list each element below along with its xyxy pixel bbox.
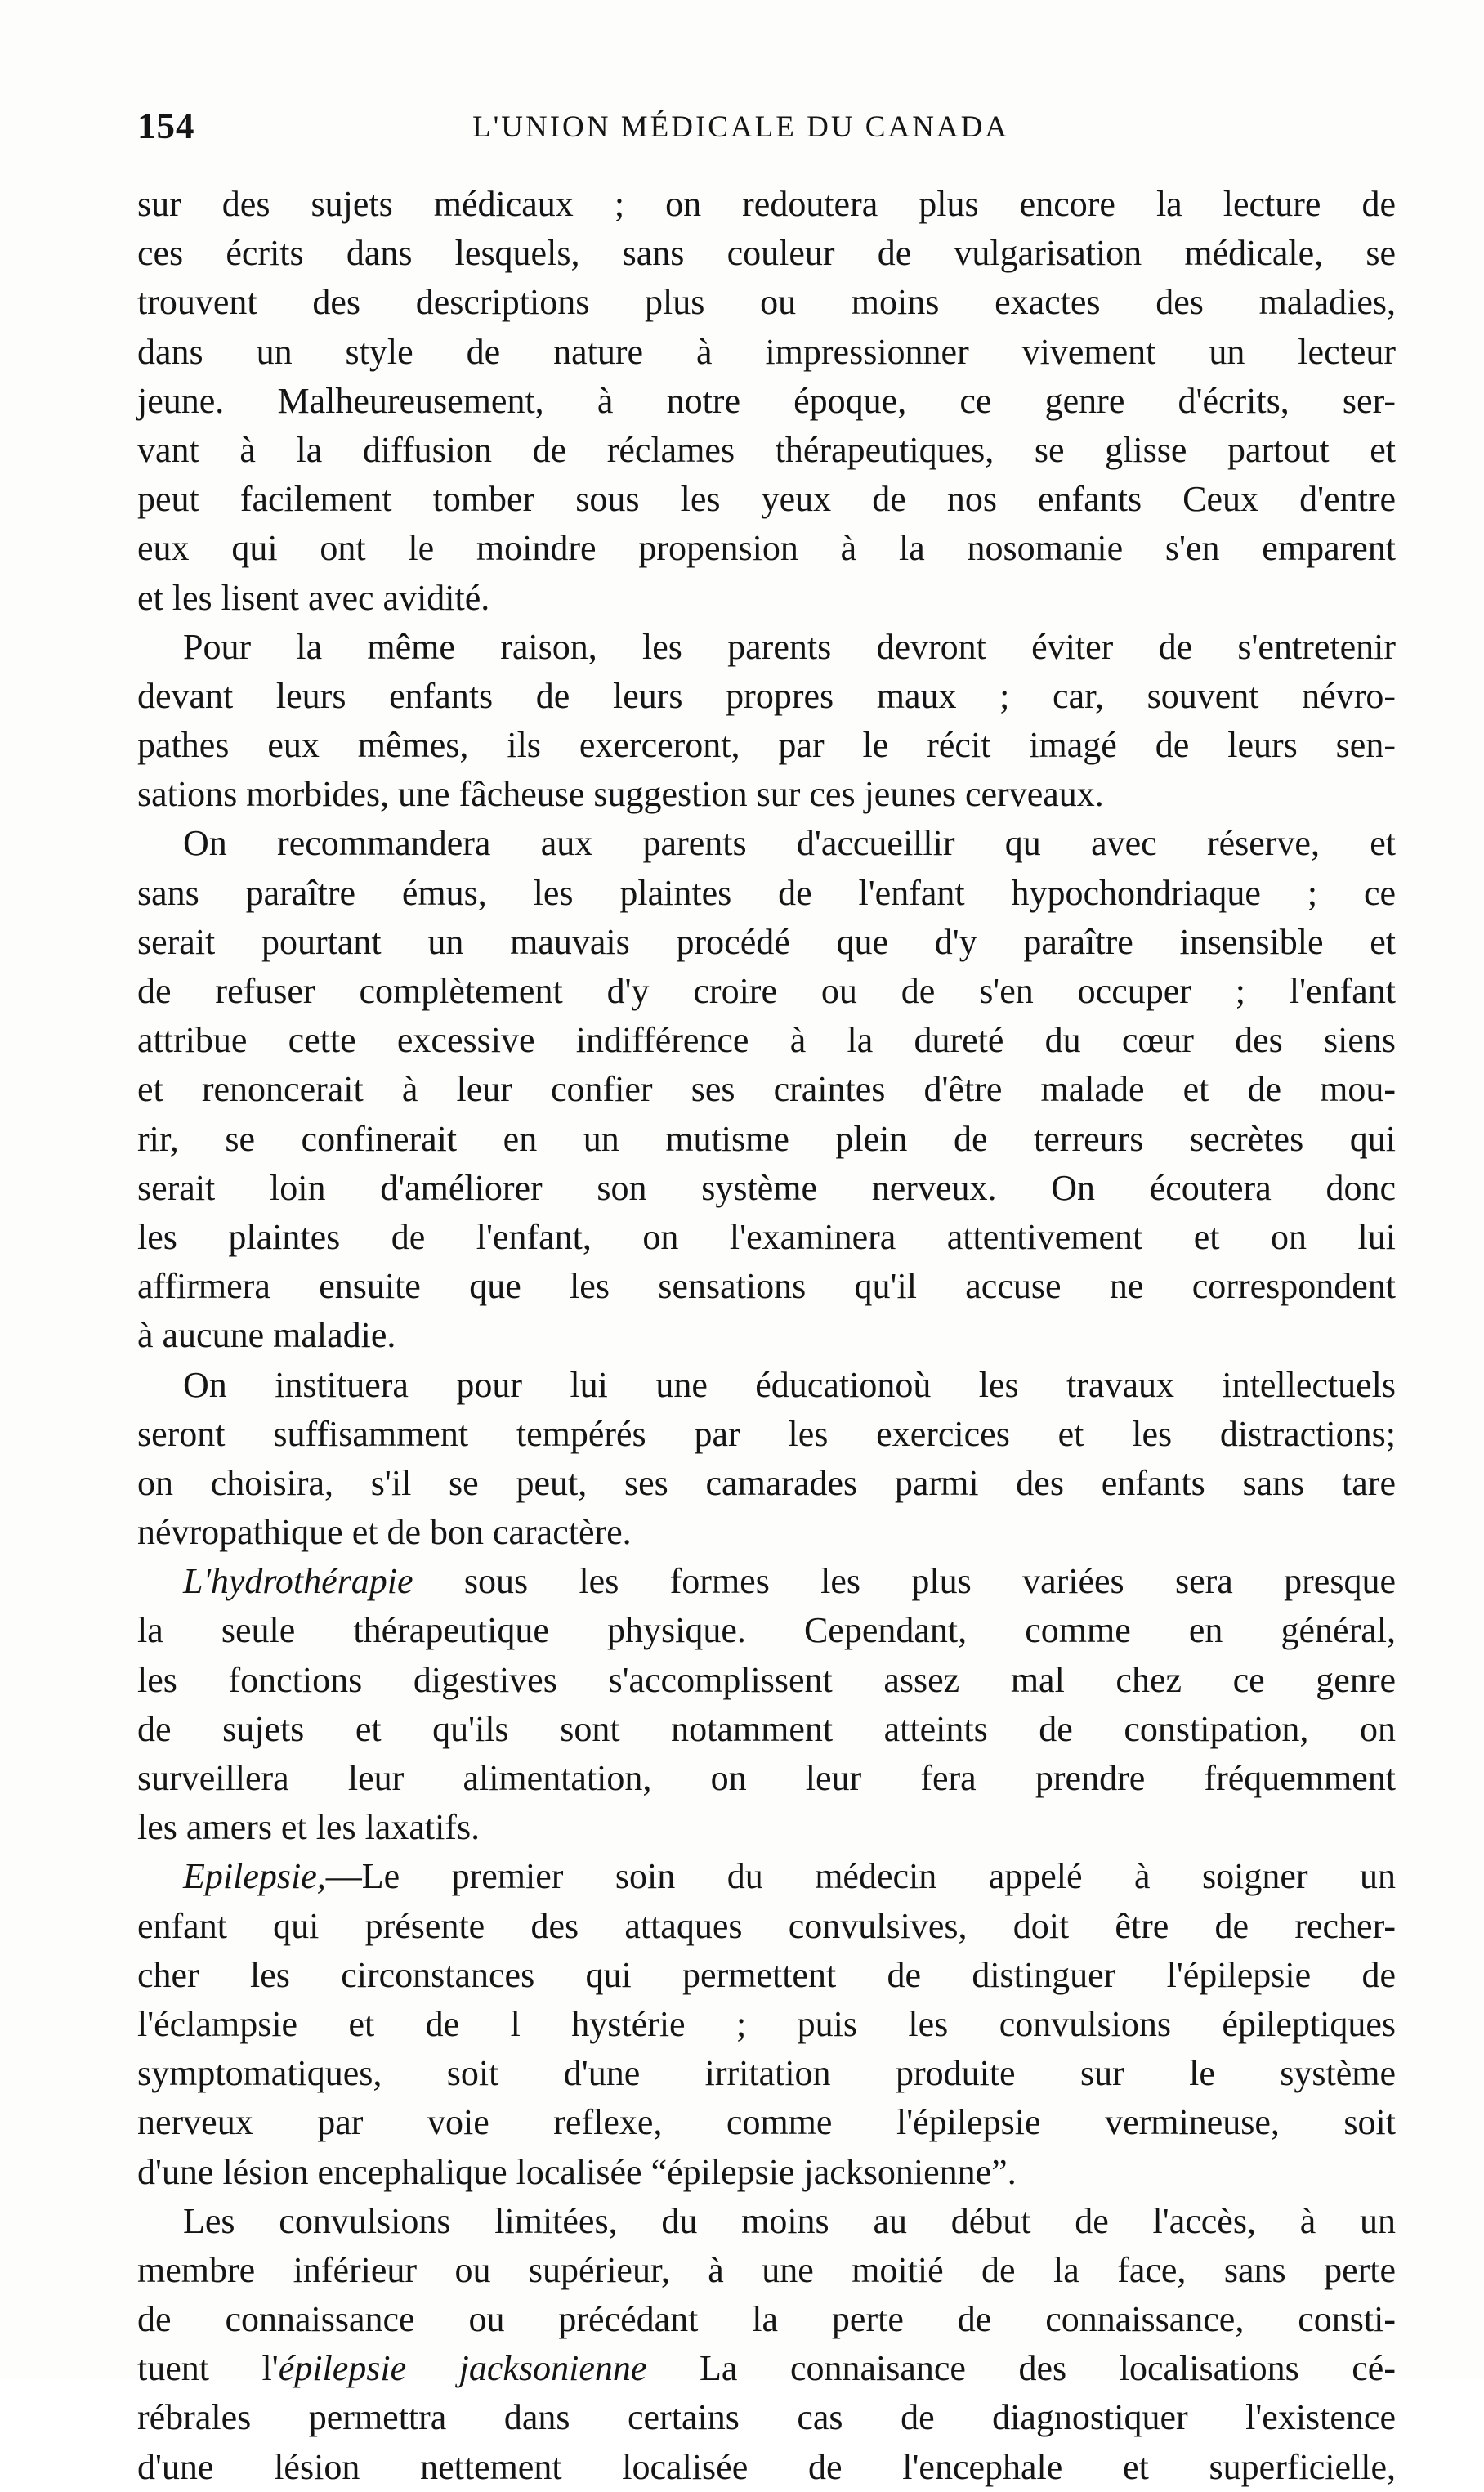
text-line: sations morbides, une fâcheuse suggestion sur ces jeunes cerveaux. [137,774,1104,815]
text-line: tuent l'épilepsie jacksonienne La connaisance des localisations cé- [137,2348,1396,2389]
text-line: cher les circonstances qui permettent de distinguer l'épilepsie de [137,1954,1396,1995]
text-line: trouvent des descriptions plus ou moins exactes des maladies, [137,282,1396,323]
running-head [137,105,1396,154]
text-line: de refuser complètement d'y croire ou de s'en occuper ; l'enfant [137,971,1396,1011]
text-line: et les lisent avec avidité. [137,577,490,618]
text-line: et renoncerait à leur confier ses craintes d'être malade et de mou- [137,1069,1396,1110]
text-line: de connaissance ou précédant la perte de connaissance, consti- [137,2299,1396,2340]
text-line: enfant qui présente des attaques convulsives, doit être de recher- [137,1905,1396,1946]
text-line: les amers et les laxatifs. [137,1807,481,1848]
text-line: nerveux par voie reflexe, comme l'épilepsie vermineuse, soit [137,2102,1396,2143]
body-text [137,180,1396,2492]
text-line: ces écrits dans lesquels, sans couleur de vulgarisation médicale, se [137,233,1396,274]
text-line: sans paraître émus, les plaintes de l'enfant hypochondriaque ; ce [137,872,1396,913]
text-line: vant à la diffusion de réclames thérapeutiques, se glisse partout et [137,429,1396,470]
text-line: la seule thérapeutique physique. Cependant, comme en général, [137,1610,1396,1651]
text-line: seront suffisamment tempérés par les exercices et les distractions; [137,1413,1396,1454]
text-line: attribue cette excessive indifférence à la dureté du cœur des siens [137,1020,1396,1061]
text-line: eux qui ont le moindre propension à la nosomanie s'en emparent [137,528,1396,569]
text-line: Les convulsions limitées, du moins au début de l'accès, à un [183,2200,1396,2241]
text-line: membre inférieur ou supérieur, à une moitié de la face, sans perte [137,2249,1396,2290]
text-line: rir, se confinerait en un mutisme plein de terreurs secrètes qui [137,1118,1396,1159]
italic-term: Epilepsie, [183,1856,326,1897]
text-line: jeune. Malheureusement, à notre époque, ce genre d'écrits, ser- [137,380,1396,421]
journal-title: L'UNION MÉDICALE DU CANADA [472,110,1010,144]
text-line: surveillera leur alimentation, on leur fera prendre fréquemment [137,1758,1396,1798]
text-line: On recommandera aux parents d'accueillir qu avec réserve, et [183,823,1396,864]
text-line: l'éclampsie et de l hystérie ; puis les convulsions épileptiques [137,2003,1396,2044]
text-line: les plaintes de l'enfant, on l'examinera attentivement et on lui [137,1216,1396,1257]
italic-term: épilepsie jacksonienne [278,2348,647,2389]
text-line: On instituera pour lui une éducationoù les travaux intellectuels [183,1364,1396,1405]
text-line: rébrales permettra dans certains cas de diagnostiquer l'existence [137,2397,1396,2438]
text-line: L'hydrothérapie sous les formes les plus variées sera presque [183,1561,1396,1602]
text-line: devant leurs enfants de leurs propres maux ; car, souvent névro- [137,675,1396,716]
text-line: dans un style de nature à impressionner vivement un lecteur [137,331,1396,372]
text-column [137,180,1396,2492]
italic-term: L'hydrothérapie [183,1561,413,1602]
text-line: les fonctions digestives s'accomplissent assez mal chez ce genre [137,1659,1396,1700]
text-line: symptomatiques, soit d'une irritation produite sur le système [137,2053,1396,2094]
text-line: pathes eux mêmes, ils exerceront, par le récit imagé de leurs sen- [137,725,1396,766]
text-line: serait pourtant un mauvais procédé que d'y paraître insensible et [137,921,1396,962]
text-line: d'une lésion nettement localisée de l'encephale et superficielle, [137,2446,1396,2487]
text-line: sur des sujets médicaux ; on redoutera plus encore la lecture de [137,184,1396,224]
text-line: affirmera ensuite que les sensations qu'il accuse ne correspondent [137,1266,1396,1307]
text-line: on choisira, s'il se peut, ses camarades parmi des enfants sans tare [137,1462,1396,1503]
text-line: à aucune maladie. [137,1315,396,1356]
text-line: d'une lésion encephalique localisée “épilepsie jacksonienne”. [137,2151,1017,2192]
text-line: de sujets et qu'ils sont notamment atteints de constipation, on [137,1708,1396,1749]
text-line: Epilepsie,—Le premier soin du médecin appelé à soigner un [183,1856,1396,1897]
text-line: peut facilement tomber sous les yeux de nos enfants Ceux d'entre [137,479,1396,520]
text-line: Pour la même raison, les parents devront éviter de s'entretenir [183,626,1396,667]
text-line: névropathique et de bon caractère. [137,1512,632,1553]
page-number: 154 [137,105,195,146]
text-line: serait loin d'améliorer son système nerveux. On écoutera donc [137,1167,1396,1208]
